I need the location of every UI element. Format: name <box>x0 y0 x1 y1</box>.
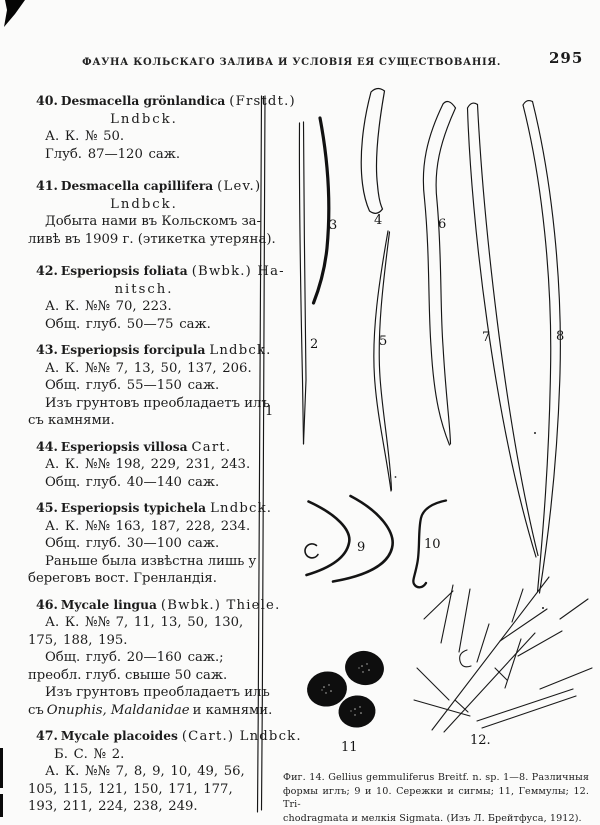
catalog-line: 193, 211, 224, 238, 249. <box>28 799 198 814</box>
depth-line: Глуб. 87—120 саж. <box>45 146 181 162</box>
species-authority: Cart. <box>191 439 232 455</box>
entry-number: 43. <box>36 342 58 357</box>
gemmules-11 <box>305 648 387 729</box>
catalog-line: Б. С. № 2. <box>54 746 125 762</box>
note-text: и камнями. <box>192 702 273 718</box>
catalog-line: А. К. №№ 7, 13, 50, 137, 206. <box>45 360 252 376</box>
note-line: Раньше была извѣстна лишь у <box>45 553 257 569</box>
species-authority: (Cart.) Lndbck. <box>181 729 302 744</box>
entry-number: 40. <box>36 93 58 108</box>
catalog-line: 105, 115, 121, 150, 171, 177, <box>28 781 233 797</box>
catalog-line: А. К. №№ 70, 223. <box>45 299 172 314</box>
species-name: Desmacella grönlandica <box>60 94 226 108</box>
species-entry-47 <box>28 727 302 816</box>
entry-heading <box>28 92 296 111</box>
species-name: Esperiopsis villosa <box>60 439 188 454</box>
species-entry-45 <box>28 499 273 588</box>
caption-line: chodragmata и мелкія Sigmata. (Изъ Л. Брейтфуса, 1912). <box>283 812 582 824</box>
scan-corner-artifact <box>0 0 34 32</box>
catalog-line: А. К. №№ 198, 229, 231, 243. <box>45 457 251 472</box>
depth-line: Общ. глуб. 55—150 саж. <box>45 378 220 393</box>
chelae-9 <box>307 496 393 582</box>
species-name: Desmacella capillifera <box>60 179 214 193</box>
running-header: ФАУНА КОЛЬСКАГО ЗАЛИВА И УСЛОВІЯ ЕЯ СУЩЕСТВОВАНІЯ. <box>82 57 502 68</box>
depth-line: Общ. глуб. 30—100 саж. <box>45 536 220 551</box>
note-line: Добыта нами въ Кольскомъ за- <box>45 214 261 229</box>
entry-heading <box>28 596 281 615</box>
species-author: nitsch. <box>114 281 174 297</box>
caption-line: формы иглъ; 9 и 10. Сережки и сигмы; 11, Геммулы; 12. Tri- <box>283 785 589 811</box>
species-entry-40 <box>28 92 296 163</box>
trichodragmata-12 <box>414 577 592 732</box>
species-authority: Lndbck. <box>210 501 273 516</box>
species-name: Mycale placoides <box>60 729 178 743</box>
entry-heading <box>28 499 273 518</box>
note-line: Изъ грунтовъ преобладаетъ илъ <box>45 685 270 700</box>
species-name: Esperiopsis forcipula <box>60 343 206 357</box>
entry-number: 44. <box>36 438 58 454</box>
small-ring <box>305 544 318 558</box>
species-authority: (Bwbk.) Thiele. <box>160 597 281 613</box>
spicule-label-5: 5 <box>379 334 388 349</box>
entry-heading <box>28 341 272 360</box>
spicule-label-12: 12. <box>470 733 491 748</box>
species-name: Mycale lingua <box>60 597 157 612</box>
page-number: 295 <box>549 49 584 67</box>
catalog-line: 175, 188, 195. <box>28 632 128 648</box>
species-name: Esperiopsis typichela <box>60 501 207 515</box>
spicule-6 <box>423 102 455 445</box>
spicule-label-6: 6 <box>438 217 447 232</box>
spicule-3 <box>314 118 329 303</box>
note-line <box>28 702 273 720</box>
spicule-7 <box>468 103 539 557</box>
species-entry-43 <box>28 341 272 430</box>
entry-number: 47. <box>36 728 58 743</box>
spicule-1 <box>258 96 266 812</box>
catalog-line: А. К. №№ 7, 11, 13, 50, 130, <box>45 615 244 630</box>
catalog-line: А. К. № 50. <box>45 129 125 144</box>
spicule-label-10: 10 <box>424 537 441 552</box>
depth-line: преобл. глуб. свыше 50 саж. <box>28 667 228 683</box>
species-entry-41 <box>28 177 276 248</box>
species-authority: (Frstdt.) <box>229 94 296 109</box>
spicule-label-2: 2 <box>310 337 319 352</box>
depth-line: Общ. глуб. 50—75 саж. <box>45 316 211 332</box>
entry-heading <box>28 262 285 281</box>
note-line: береговъ вост. Гренландія. <box>28 571 217 586</box>
species-entry-44 <box>28 438 260 492</box>
note-line: ливѣ въ 1909 г. (этикетка утеряна). <box>28 231 276 247</box>
spicule-label-3: 3 <box>329 218 338 233</box>
species-entry-46 <box>28 596 281 720</box>
species-name: Esperiopsis foliata <box>60 264 188 278</box>
spicule-label-4: 4 <box>374 213 383 228</box>
scan-edge-artifact <box>0 794 3 817</box>
depth-line: Общ. глуб. 40—140 саж. <box>45 474 220 490</box>
depth-line: Общ. глуб. 20—160 саж.; <box>45 650 224 665</box>
species-authority: (Lev.) <box>217 179 262 194</box>
species-authority: Lndbck. <box>209 343 272 358</box>
species-author: Lndbck. <box>110 111 178 127</box>
figure-14 <box>250 85 600 815</box>
note-text: съ <box>28 702 44 718</box>
note-line: Изъ грунтовъ преобладаетъ илъ <box>45 395 270 411</box>
genus-reference: Onuphis, Maldanidae <box>46 702 190 718</box>
spicule-4 <box>361 88 384 213</box>
figure-14-illustration <box>250 85 600 815</box>
spicule-8 <box>523 101 560 593</box>
entry-heading <box>28 177 260 196</box>
species-entry-42 <box>28 262 285 333</box>
catalog-line: А. К. №№ 7, 8, 9, 10, 49, 56, <box>45 764 245 779</box>
spicule-label-1: 1 <box>265 404 274 419</box>
entry-number: 41. <box>36 178 58 193</box>
species-authority: (Bwbk.) Ha- <box>191 264 285 279</box>
entry-number: 46. <box>36 596 58 612</box>
catalog-line: А. К. №№ 163, 187, 228, 234. <box>45 518 251 534</box>
spicule-label-7: 7 <box>482 330 491 345</box>
spicule-5 <box>374 231 397 491</box>
entry-heading <box>28 438 260 457</box>
entry-heading <box>28 727 302 746</box>
spicule-label-9: 9 <box>357 540 366 555</box>
scan-edge-artifact <box>0 748 3 788</box>
species-list-column <box>28 92 302 824</box>
species-author: Lndbck. <box>110 196 178 212</box>
note-line: съ камнями. <box>28 413 115 428</box>
entry-number: 42. <box>36 263 58 278</box>
spicule-2 <box>299 122 306 444</box>
caption-line: Фиг. 14. Gellius gemmuliferus Breitf. n. sp. 1—8. Различныя <box>283 772 589 783</box>
spicule-label-8: 8 <box>556 329 565 344</box>
entry-number: 45. <box>36 500 58 515</box>
spicule-label-11: 11 <box>341 740 358 755</box>
